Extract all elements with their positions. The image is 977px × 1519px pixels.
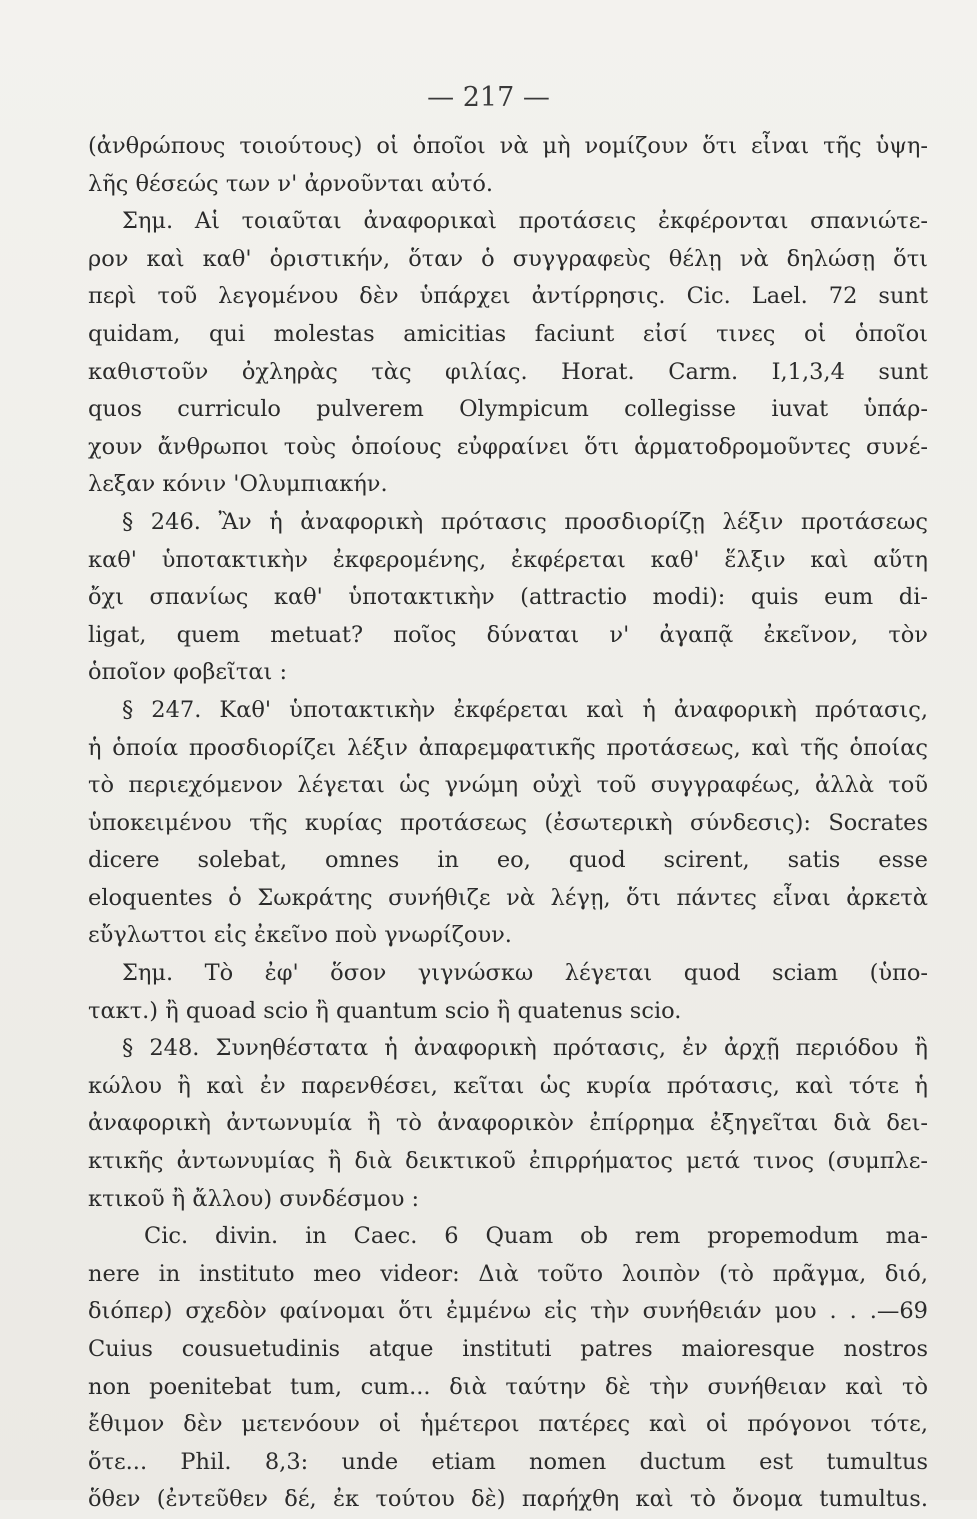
- text-line: ὁποῖον φοβεῖται :: [88, 659, 288, 686]
- text-line: καθιστοῦν ὀχληρὰς τὰς φιλίας. Horat. Carm. I,1,3,4 sunt: [88, 358, 928, 385]
- text-line: ἀναφορικὴ ἀντωνυμία ἢ τὸ ἀναφορικὸν ἐπίρρημα ἐξηγεῖται διὰ δει-: [88, 1110, 928, 1137]
- note-heading-line: Σημ. Τὸ ἐφ' ὅσον γιγνώσκω λέγεται quod sciam (ὑπο-: [122, 960, 928, 987]
- text-line: κτικῆς ἀντωνυμίας ἢ διὰ δεικτικοῦ ἐπιρρήματος μετά τινος (συμπλε-: [88, 1148, 928, 1175]
- text-line: ὄχι σπανίως καθ' ὑποτακτικὴν (attractio modi): quis eum di-: [88, 584, 928, 611]
- text-line: ἡ ὁποία προσδιορίζει λέξιν ἀπαρεμφατικῆς προτάσεως, καὶ τῆς ὁποίας: [88, 734, 928, 761]
- text-line: ὅτε... Phil. 8,3: unde etiam nomen ductum est tumultus: [88, 1448, 928, 1475]
- text-line: (ἀνθρώπους τοιούτους) οἱ ὁποῖοι νὰ μὴ νομίζουν ὅτι εἶναι τῆς ὑψη-: [88, 133, 928, 159]
- text-line: ligat, quem metuat? ποῖος δύναται ν' ἀγαπᾷ ἐκεῖνον, τὸν: [88, 621, 928, 648]
- text-line: ὅθεν (ἐντεῦθεν δέ, ἐκ τούτου δὲ) παρήχθη καὶ τὸ ὄνομα tumultus.: [88, 1486, 928, 1513]
- note-heading-line: Σημ. Αἱ τοιαῦται ἀναφορικαὶ προτάσεις ἐκφέρονται σπανιώτε-: [122, 208, 928, 235]
- text-line: κτικοῦ ἢ ἄλλου) συνδέσμου :: [88, 1185, 420, 1212]
- citation-line: Cic. divin. in Caec. 6 Quam ob rem propemodum ma-: [144, 1223, 928, 1250]
- text-line: λῆς θέσεώς των ν' ἀρνοῦνται αὐτό.: [88, 170, 494, 197]
- text-line: καθ' ὑποτακτικὴν ἐκφερομένης, ἐκφέρεται καθ' ἕλξιν καὶ αὕτη: [88, 546, 928, 573]
- page-number: — 217 —: [427, 82, 550, 113]
- text-line: ρον καὶ καθ' ὁριστικήν, ὅταν ὁ συγγραφεὺς θέλῃ νὰ δηλώσῃ ὅτι: [88, 245, 928, 272]
- text-line: κώλου ἢ καὶ ἐν παρενθέσει, κεῖται ὡς κυρία πρότασις, καὶ τότε ἡ: [88, 1072, 928, 1099]
- text-line: ὑποκειμένου τῆς κυρίας προτάσεως (ἐσωτερικὴ σύνδεσις): Socrates: [88, 809, 928, 836]
- section-248-heading-line: § 248. Συνηθέστατα ἡ ἀναφορικὴ πρότασις, ἐν ἀρχῇ περιόδου ἢ: [122, 1035, 928, 1062]
- section-247-heading-line: § 247. Καθ' ὑποτακτικὴν ἐκφέρεται καὶ ἡ ἀναφορικὴ πρότασις,: [122, 696, 928, 723]
- text-line: χουν ἄνθρωποι τοὺς ὁποίους εὐφραίνει ὅτι ἁρματοδρομοῦντες συνέ-: [88, 433, 928, 460]
- text-line: non poenitebat tum, cum... διὰ ταύτην δὲ τὴν συνήθειαν καὶ τὸ: [88, 1373, 928, 1400]
- text-line: dicere solebat, omnes in eo, quod scirent, satis esse: [88, 847, 928, 874]
- section-246-heading-line: § 246. Ἂν ἡ ἀναφορικὴ πρότασις προσδιορίζῃ λέξιν προτάσεως: [122, 508, 928, 535]
- text-line: λεξαν κόνιν 'Ολυμπιακήν.: [88, 471, 388, 498]
- text-line: quidam, qui molestas amicitias faciunt εἰσί τινες οἱ ὁποῖοι: [88, 320, 928, 347]
- text-line: τακτ.) ἢ quoad scio ἢ quantum scio ἢ quatenus scio.: [88, 997, 682, 1024]
- page-body: [88, 128, 928, 1519]
- text-line: quos curriculo pulverem Olympicum collegisse iuvat ὑπάρ-: [88, 396, 928, 423]
- text-line: περὶ τοῦ λεγομένου δὲν ὑπάρχει ἀντίρρησις. Cic. Lael. 72 sunt: [88, 283, 928, 310]
- text-line: ἔθιμον δὲν μετενόουν οἱ ἡμέτεροι πατέρες καὶ οἱ πρόγονοι τότε,: [88, 1411, 928, 1438]
- text-line: διόπερ) σχεδὸν φαίνομαι ὅτι ἐμμένω εἰς τὴν συνήθειάν μου . . .—69: [88, 1298, 928, 1325]
- text-line: Cuius cousuetudinis atque instituti patres maioresque nostros: [88, 1336, 928, 1362]
- text-line: nere in instituto meo videor: Διὰ τοῦτο λοιπὸν (τὸ πρᾶγμα, διό,: [88, 1260, 928, 1287]
- text-line: eloquentes ὁ Σωκράτης συνήθιζε νὰ λέγῃ, ὅτι πάντες εἶναι ἀρκετὰ: [88, 884, 928, 911]
- text-line: τὸ περιεχόμενον λέγεται ὡς γνώμη οὐχὶ τοῦ συγγραφέως, ἀλλὰ τοῦ: [88, 772, 928, 799]
- text-line: εὔγλωττοι εἰς ἐκεῖνο ποὺ γνωρίζουν.: [88, 922, 512, 949]
